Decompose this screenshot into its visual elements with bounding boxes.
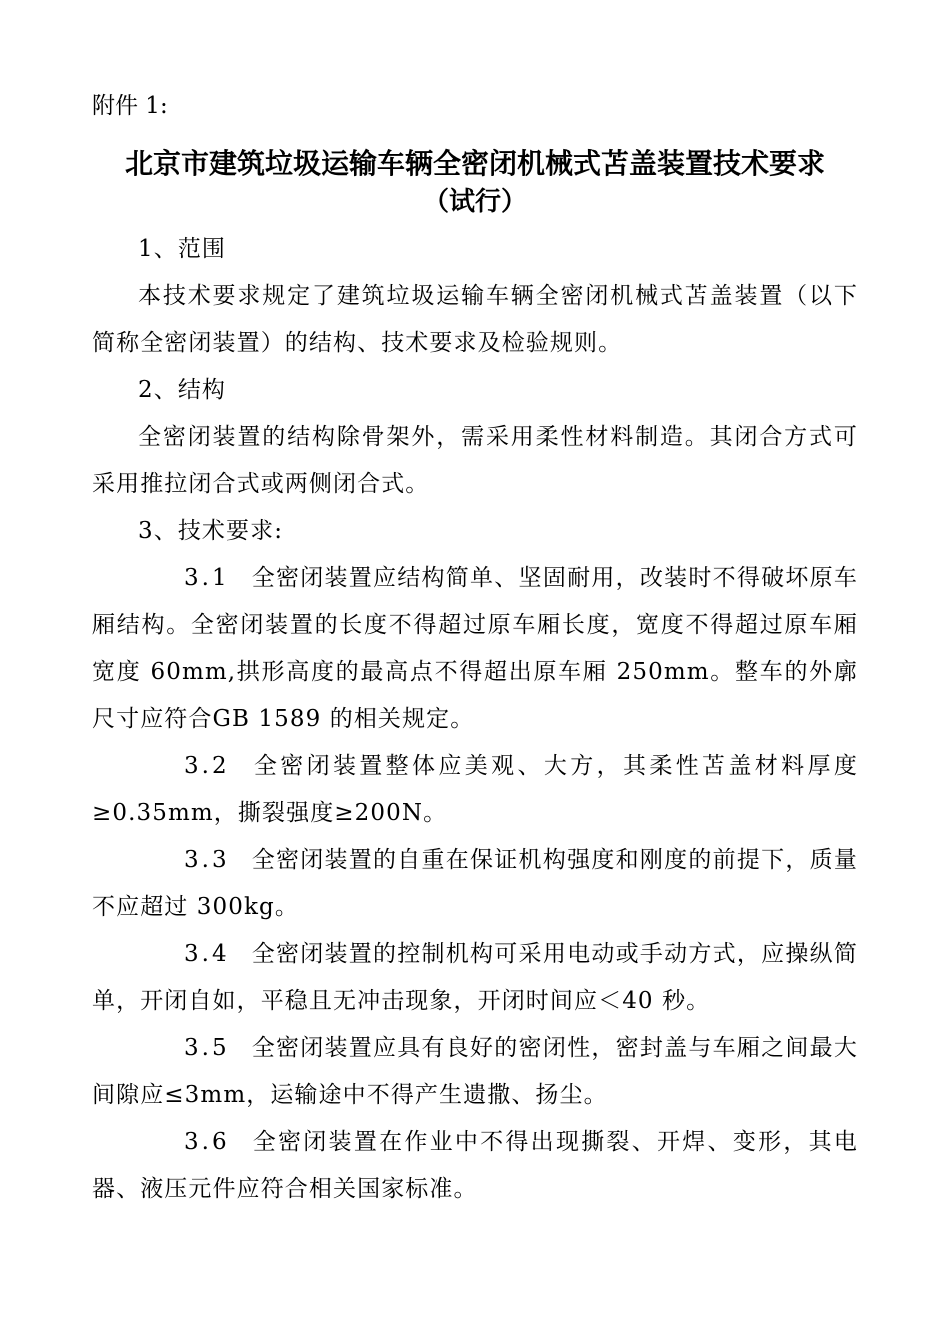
item-3-1 (92, 555, 858, 743)
item-text: 全密闭装置在作业中不得出现撕裂、开焊、变形，其电器、液压元件应符合相关国家标准。 (92, 1129, 858, 1202)
item-text: 全密闭装置应具有良好的密闭性，密封盖与车厢之间最大间隙应≤3mm，运输途中不得产生遗撒、扬尘。 (92, 1035, 858, 1108)
document-subtitle: （试行） (422, 187, 527, 217)
item-number: 3.3 (184, 847, 230, 873)
item-3-6 (92, 1119, 858, 1213)
section-2-heading: 2、结构 (138, 377, 227, 403)
item-number: 3.1 (184, 565, 230, 591)
item-3-5 (92, 1025, 858, 1119)
section-1-heading: 1、范围 (138, 236, 227, 262)
item-text: 全密闭装置的控制机构可采用电动或手动方式，应操纵简单，开闭自如，平稳且无冲击现象，开闭时间应＜40 秒。 (92, 941, 858, 1014)
document-title: 北京市建筑垃圾运输车辆全密闭机械式苫盖装置技术要求 (124, 147, 825, 180)
section-1-text: 本技术要求规定了建筑垃圾运输车辆全密闭机械式苫盖装置（以下简称全密闭装置）的结构、技术要求及检验规则。 (92, 283, 858, 356)
item-number: 3.4 (184, 941, 230, 967)
item-number: 3.5 (184, 1035, 230, 1061)
item-3-3 (92, 837, 858, 931)
item-text: 全密闭装置应结构简单、坚固耐用，改装时不得破坏原车厢结构。全密闭装置的长度不得超过原车厢长度，宽度不得超过原车厢宽度 60mm,拱形高度的最高点不得超出原车厢 250mm。整车的外廓尺寸应符合GB 1589 的相关规定。 (92, 565, 858, 732)
section-3-heading: 3、技术要求: (138, 518, 284, 544)
section-2-text: 全密闭装置的结构除骨架外，需采用柔性材料制造。其闭合方式可采用推拉闭合式或两侧闭合式。 (92, 424, 858, 497)
item-number: 3.2 (184, 753, 230, 779)
item-text: 全密闭装置整体应美观、大方，其柔性苫盖材料厚度≥0.35mm，撕裂强度≥200N。 (92, 753, 858, 826)
item-number: 3.6 (184, 1129, 230, 1155)
attachment-label: 附件 1: (92, 93, 168, 119)
item-3-2 (92, 743, 858, 837)
item-3-4 (92, 931, 858, 1025)
document-body (92, 226, 858, 1213)
item-text: 全密闭装置的自重在保证机构强度和刚度的前提下，质量不应超过 300kg。 (92, 847, 858, 920)
